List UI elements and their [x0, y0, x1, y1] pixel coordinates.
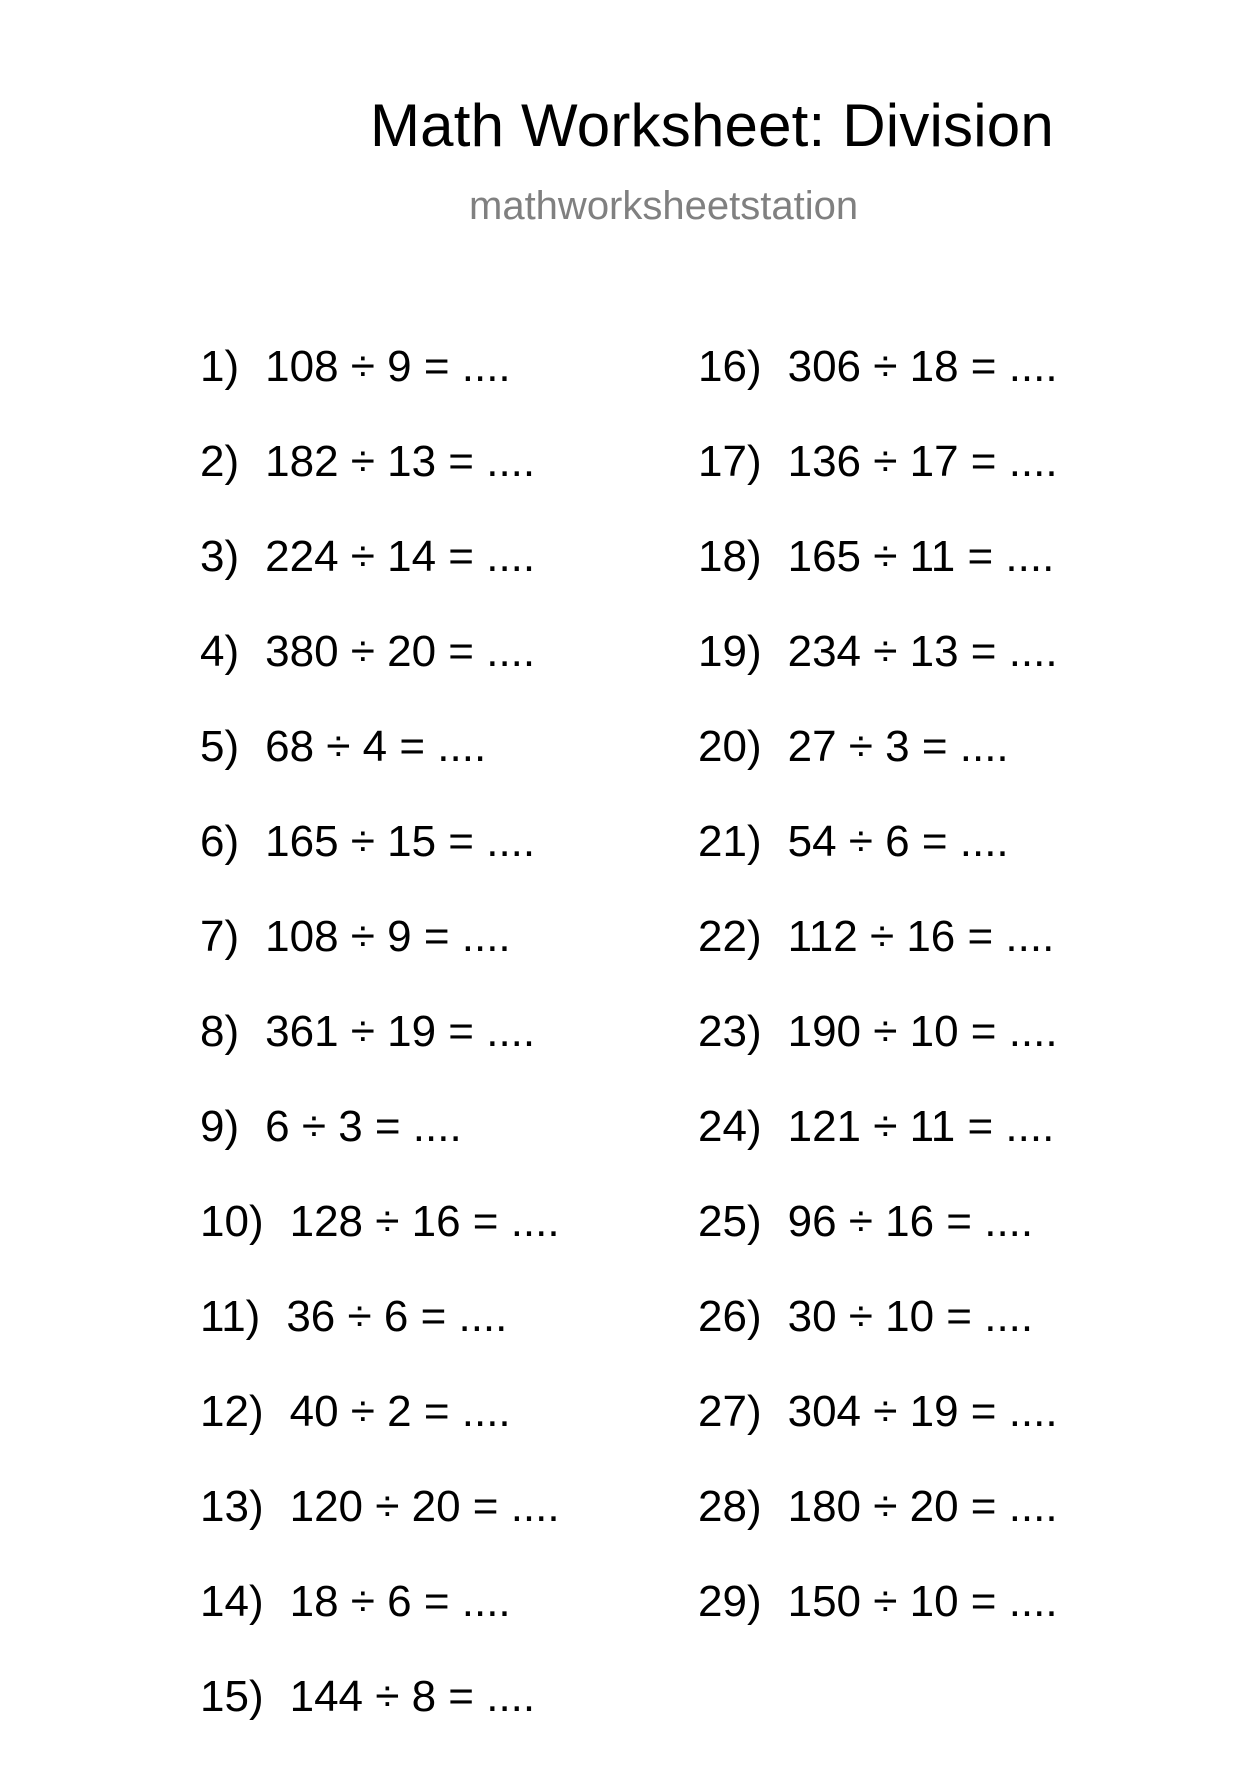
- problem-item: [698, 437, 1058, 535]
- problem-number: 16): [698, 342, 762, 391]
- problem-number: 13): [200, 1482, 264, 1531]
- problem-number: 23): [698, 1007, 762, 1056]
- problem-number: 26): [698, 1292, 762, 1341]
- problem-expression: 128 ÷ 16 = ....: [289, 1197, 560, 1246]
- problem-item: [698, 627, 1058, 725]
- problem-expression: 136 ÷ 17 = ....: [787, 437, 1058, 486]
- problem-item: [698, 1292, 1058, 1390]
- problem-item: [200, 627, 560, 725]
- problem-item: [200, 1577, 560, 1675]
- problem-expression: 18 ÷ 6 = ....: [289, 1577, 511, 1626]
- problem-expression: 30 ÷ 10 = ....: [787, 1292, 1034, 1341]
- problem-expression: 144 ÷ 8 = ....: [289, 1672, 536, 1721]
- problem-expression: 112 ÷ 16 = ....: [787, 912, 1055, 961]
- problem-number: 22): [698, 912, 762, 961]
- problem-item: [698, 1102, 1058, 1200]
- problem-number: 14): [200, 1577, 264, 1626]
- problem-expression: 182 ÷ 13 = ....: [265, 437, 536, 486]
- problem-number: 5): [200, 722, 240, 771]
- problem-number: 17): [698, 437, 762, 486]
- problem-expression: 108 ÷ 9 = ....: [265, 912, 511, 961]
- problem-expression: 40 ÷ 2 = ....: [289, 1387, 511, 1436]
- problem-item: [698, 722, 1058, 820]
- problem-expression: 121 ÷ 11 = ....: [787, 1102, 1055, 1151]
- problem-expression: 306 ÷ 18 = ....: [787, 342, 1058, 391]
- problem-expression: 304 ÷ 19 = ....: [787, 1387, 1058, 1436]
- problem-expression: 27 ÷ 3 = ....: [787, 722, 1009, 771]
- problem-item: [200, 912, 560, 1010]
- problem-number: 6): [200, 817, 240, 866]
- problem-item: [200, 342, 560, 440]
- problem-number: 21): [698, 817, 762, 866]
- problem-item: [200, 1387, 560, 1485]
- problem-item: [698, 817, 1058, 915]
- problem-expression: 96 ÷ 16 = ....: [787, 1197, 1034, 1246]
- problem-number: 1): [200, 342, 240, 391]
- problem-item: [698, 1577, 1058, 1675]
- problem-item: [200, 437, 560, 535]
- problem-expression: 150 ÷ 10 = ....: [787, 1577, 1058, 1626]
- page-title: Math Worksheet: Division: [370, 92, 1054, 159]
- problem-expression: 180 ÷ 20 = ....: [787, 1482, 1058, 1531]
- problem-expression: 234 ÷ 13 = ....: [787, 627, 1058, 676]
- problem-expression: 6 ÷ 3 = ....: [265, 1102, 462, 1151]
- problem-number: 19): [698, 627, 762, 676]
- problem-expression: 68 ÷ 4 = ....: [265, 722, 487, 771]
- problem-item: [200, 1007, 560, 1105]
- problem-number: 8): [200, 1007, 240, 1056]
- problem-number: 11): [200, 1292, 261, 1341]
- problem-number: 25): [698, 1197, 762, 1246]
- problem-item: [698, 532, 1058, 630]
- problem-item: [200, 722, 560, 820]
- problem-item: [698, 1387, 1058, 1485]
- problem-item: [200, 1102, 560, 1200]
- problem-list-right: [698, 342, 1058, 1675]
- problem-item: [200, 1482, 560, 1580]
- problem-number: 18): [698, 532, 762, 581]
- problem-number: 12): [200, 1387, 264, 1436]
- problem-number: 15): [200, 1672, 264, 1721]
- problem-item: [698, 1482, 1058, 1580]
- problem-number: 7): [200, 912, 240, 961]
- page-subtitle: mathworksheetstation: [469, 184, 859, 228]
- problem-item: [698, 912, 1058, 1010]
- problem-item: [698, 1007, 1058, 1105]
- problem-item: [200, 1672, 560, 1770]
- problem-expression: 224 ÷ 14 = ....: [265, 532, 536, 581]
- problem-list-left: [200, 342, 560, 1770]
- problem-expression: 361 ÷ 19 = ....: [265, 1007, 536, 1056]
- problem-number: 3): [200, 532, 240, 581]
- problem-expression: 120 ÷ 20 = ....: [289, 1482, 560, 1531]
- problem-expression: 190 ÷ 10 = ....: [787, 1007, 1058, 1056]
- problem-item: [698, 1197, 1058, 1295]
- problem-expression: 165 ÷ 11 = ....: [787, 532, 1055, 581]
- problem-number: 24): [698, 1102, 762, 1151]
- problem-item: [200, 1292, 560, 1390]
- problem-number: 29): [698, 1577, 762, 1626]
- problem-number: 20): [698, 722, 762, 771]
- problem-item: [200, 532, 560, 630]
- problem-number: 27): [698, 1387, 762, 1436]
- problem-number: 4): [200, 627, 240, 676]
- problem-expression: 36 ÷ 6 = ....: [286, 1292, 508, 1341]
- problem-expression: 165 ÷ 15 = ....: [265, 817, 536, 866]
- problem-number: 9): [200, 1102, 240, 1151]
- problem-item: [698, 342, 1058, 440]
- problem-item: [200, 817, 560, 915]
- problem-item: [200, 1197, 560, 1295]
- problem-expression: 108 ÷ 9 = ....: [265, 342, 511, 391]
- problem-expression: 54 ÷ 6 = ....: [787, 817, 1009, 866]
- problem-number: 28): [698, 1482, 762, 1531]
- problem-number: 10): [200, 1197, 264, 1246]
- problem-number: 2): [200, 437, 240, 486]
- problem-expression: 380 ÷ 20 = ....: [265, 627, 536, 676]
